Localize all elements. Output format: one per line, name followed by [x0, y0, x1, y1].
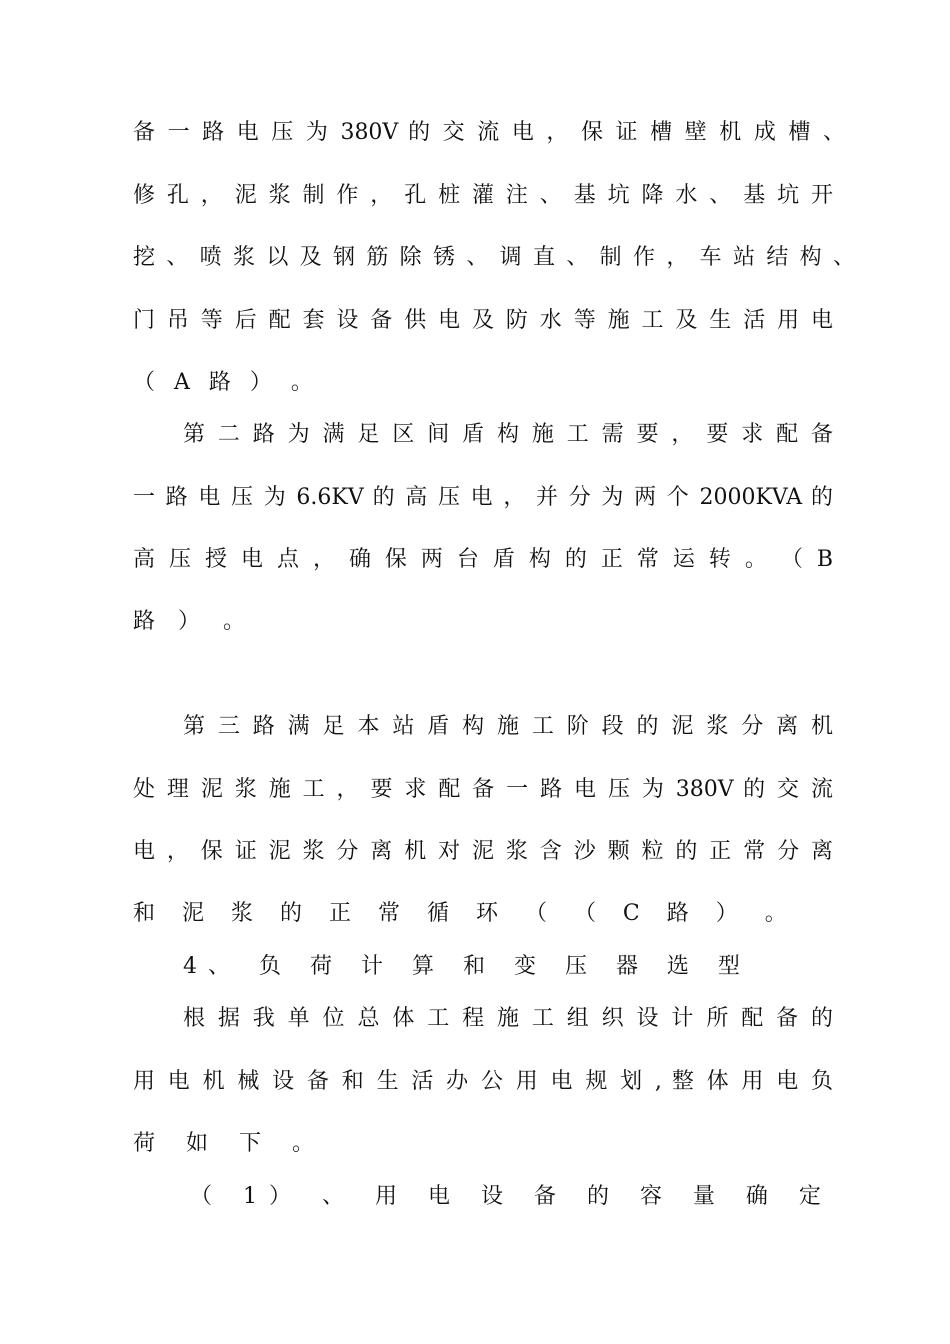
paragraph-line-16: 用 电 机 械 设 备 和 生 活 办 公 用 电 规 划 , 整 体 用 电 负	[133, 1069, 833, 1094]
paragraph-line-10: 第 三 路 满 足 本 站 盾 构 施 工 阶 段 的 泥 浆 分 离 机	[183, 714, 833, 739]
paragraph-line-15: 根 据 我 单 位 总 体 工 程 施 工 组 织 设 计 所 配 备 的	[183, 1006, 833, 1031]
paragraph-line-5: （ A 路 ） 。	[133, 370, 319, 395]
paragraph-line-17: 荷 如 下 。	[133, 1131, 326, 1156]
paragraph-line-9: 路 ） 。	[133, 609, 253, 634]
subsection-heading: （ 1） 、 用 电 设 备 的 容 量 确 定	[190, 1184, 833, 1209]
paragraph-line-1: 备 一 路 电 压 为 380V 的 交 流 电 ， 保 证 槽 壁 机 成 槽 、	[133, 120, 845, 145]
paragraph-line-4: 门 吊 等 后 配 套 设 备 供 电 及 防 水 等 施 工 及 生 活 用 电	[133, 308, 833, 333]
paragraph-line-2: 修 孔 ， 泥 浆 制 作 ， 孔 桩 灌 注 、 基 坑 降 水 、 基 坑 开	[133, 183, 833, 208]
paragraph-line-7: 一 路 电 压 为 6.6KV 的 高 压 电 ， 并 分 为 两 个 2000KVA 的	[133, 485, 833, 510]
paragraph-line-13: 和 泥 浆 的 正 常 循 环 （ （ C 路 ） 。	[133, 901, 797, 926]
paragraph-line-3: 挖 、 喷 浆 以 及 钢 筋 除 锈 、 调 直 、 制 作 ， 车 站 结 构 、	[133, 245, 855, 270]
section-heading: 4、 负 荷 计 算 和 变 压 器 选 型	[183, 954, 751, 979]
paragraph-line-6: 第 二 路 为 满 足 区 间 盾 构 施 工 需 要 ， 要 求 配 备	[183, 422, 833, 447]
paragraph-line-11: 处 理 泥 浆 施 工 ， 要 求 配 备 一 路 电 压 为 380V 的 交 流	[133, 777, 833, 802]
paragraph-line-12: 电 ， 保 证 泥 浆 分 离 机 对 泥 浆 含 沙 颗 粒 的 正 常 分 离	[133, 839, 833, 864]
paragraph-line-8: 高 压 授 电 点 ， 确 保 两 台 盾 构 的 正 常 运 转 。 （ B	[133, 547, 833, 572]
